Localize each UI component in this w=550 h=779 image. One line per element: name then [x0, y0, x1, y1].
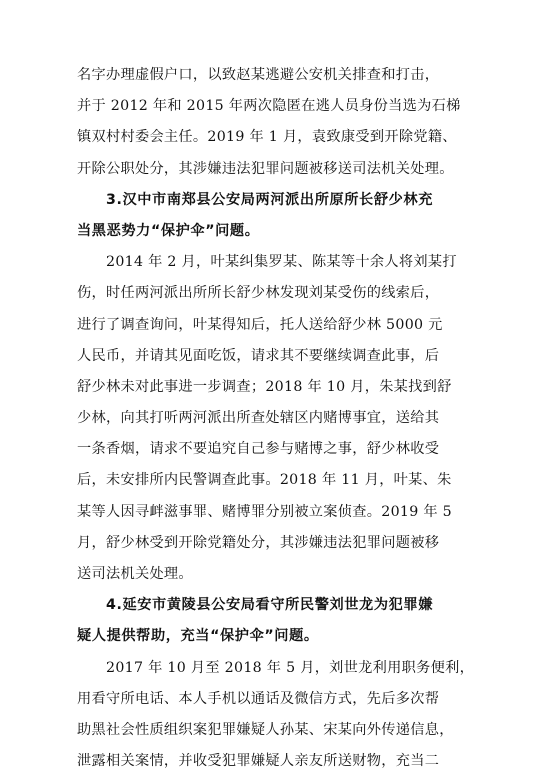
paragraph-line: 2014 年 2 月，叶某纠集罗某、陈某等十余人将刘某打: [106, 254, 457, 271]
paragraph-line: 月，舒少林受到开除党籍处分，其涉嫌违法犯罪问题被移: [77, 534, 440, 551]
heading-line: 疑人提供帮助，充当“保护伞”问题。: [77, 628, 319, 645]
paragraph-1: [77, 60, 481, 185]
section-heading-3: [77, 185, 481, 247]
document-body: [77, 60, 481, 777]
paragraph-line: 人民币，并请其见面吃饭，请求其不要继续调查此事，后: [77, 347, 440, 364]
paragraph-4: [77, 653, 481, 778]
paragraph-line: 伤，时任两河派出所所长舒少林发现刘某受伤的线索后，: [77, 285, 440, 302]
paragraph-line: 舒少林未对此事进一步调查；2018 年 10 月，朱某找到舒: [77, 378, 452, 395]
paragraph-line: 泄露相关案情，并收受犯罪嫌疑人亲友所送财物，充当二: [77, 753, 440, 770]
paragraph-line: 名字办理虚假户口，以致赵某逃避公安机关排查和打击，: [77, 67, 440, 83]
paragraph-line: 后，未安排所内民警调查此事。2018 年 11 月，叶某、朱: [77, 472, 452, 489]
paragraph-line: 并于 2012 年和 2015 年两次隐匿在逃人员身份当选为石梯: [77, 98, 461, 115]
paragraph-line: 用看守所电话、本人手机以通话及微信方式，先后多次帮: [77, 690, 440, 707]
heading-line: 3.汉中市南郑县公安局两河派出所原所长舒少林充: [106, 191, 434, 208]
paragraph-line: 少林，向其打听两河派出所查处辖区内赌博事宜，送给其: [77, 410, 440, 427]
paragraph-line: 一条香烟，请求不要追究自己参与赌博之事，舒少林收受: [77, 441, 440, 458]
paragraph-line: 2017 年 10 月至 2018 年 5 月，刘世龙利用职务便利，: [106, 659, 475, 676]
heading-line: 4.延安市黄陵县公安局看守所民警刘世龙为犯罪嫌: [106, 597, 434, 614]
paragraph-line: 某等人因寻衅滋事罪、赌博罪分别被立案侦查。2019 年 5: [77, 503, 452, 520]
paragraph-line: 送司法机关处理。: [77, 566, 193, 582]
paragraph-line: 助黑社会性质组织案犯罪嫌疑人孙某、宋某向外传递信息，: [77, 721, 454, 738]
paragraph-line: 镇双村村委会主任。2019 年 1 月，袁致康受到开除党籍、: [77, 129, 457, 146]
section-heading-4: [77, 590, 481, 652]
paragraph-line: 进行了调查询问，叶某得知后，托人送给舒少林 5000 元: [77, 316, 443, 333]
paragraph-line: 开除公职处分，其涉嫌违法犯罪问题被移送司法机关处理。: [77, 160, 454, 177]
paragraph-3: [77, 247, 481, 590]
heading-line: 当黑恶势力“保护伞”问题。: [77, 222, 260, 239]
